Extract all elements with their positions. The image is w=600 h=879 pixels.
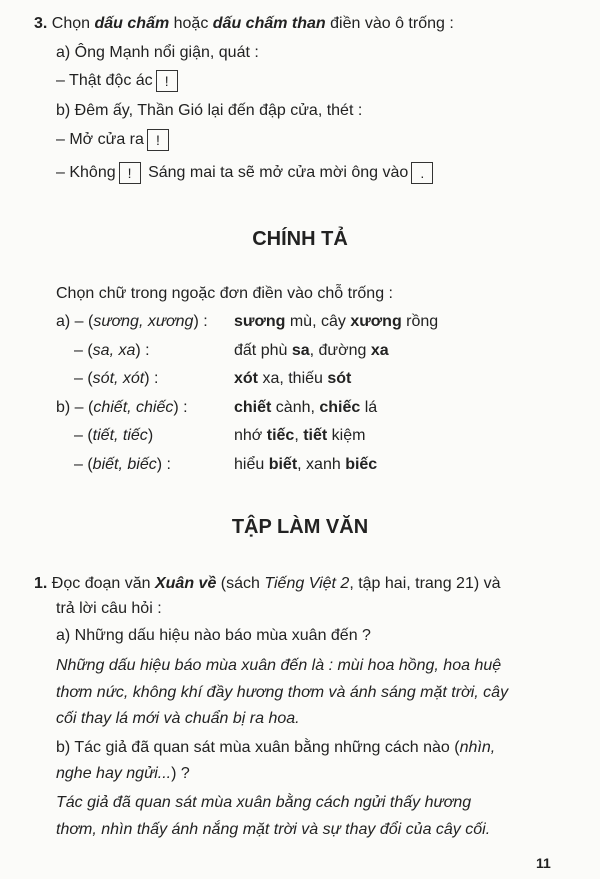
tlv-ans-a-2: thơm nức, không khí đầy hương thơm và ánh sáng mặt trời, cây (56, 684, 509, 701)
q3-b-label: b) Đêm ấy, Thần Gió lại đến đập cửa, thét : (56, 102, 363, 119)
chinh-ta-options: – (biết, biếc) : (74, 456, 171, 473)
tlv-ans-a-1: Những dấu hiệu báo mùa xuân đến là : mùi hoa hồng, hoa huệ (56, 657, 502, 674)
tap-lam-van-heading: TẬP LÀM VĂN (231, 516, 369, 538)
chinh-ta-prompt: Chọn chữ trong ngoặc đơn điền vào chỗ trống : (56, 285, 393, 302)
tlv-q1-number: 1. (34, 575, 48, 592)
q3-prompt: 3. Chọn dấu chấm hoặc dấu chấm than điền vào ô trống : (34, 15, 454, 32)
chinh-ta-options: – (sa, xa) : (74, 342, 150, 359)
answer-box: . (411, 162, 433, 184)
q3-a-label: a) Ông Mạnh nổi giận, quát : (56, 44, 259, 61)
chinh-ta-options: – (tiết, tiếc) (74, 427, 154, 444)
chinh-ta-answer: hiểu biết, xanh biếc (234, 456, 378, 473)
tlv-ans-a-3: cối thay lá mới và chuẩn bị ra hoa. (56, 710, 300, 727)
tlv-q1-line1: 1. Đọc đoạn văn Xuân về (sách Tiếng Việt 2, tập hai, trang 21) và (34, 575, 501, 592)
chinh-ta-options: – (sót, xót) : (74, 370, 159, 387)
chinh-ta-answer: chiết cành, chiếc lá (234, 399, 378, 416)
tlv-ans-b-2: thơm, nhìn thấy ánh nắng mặt trời và sự thay đổi của cây cối. (56, 821, 491, 838)
chinh-ta-answer: xót xa, thiếu sót (234, 370, 352, 387)
tlv-qb-2: nghe hay ngửi...) ? (56, 765, 190, 782)
answer-box: ! (119, 162, 141, 184)
tlv-ans-b-1: Tác giả đã quan sát mùa xuân bằng cách ngửi thấy hương (56, 794, 472, 811)
chinh-ta-row (56, 398, 188, 418)
page-number: 11 (536, 855, 551, 871)
chinh-ta-row (74, 341, 150, 361)
chinh-ta-row (74, 455, 171, 475)
q3-b-line2: – Không ! Sáng mai ta sẽ mở cửa mời ông vào . (56, 162, 436, 184)
chinh-ta-answer: sương mù, cây xương rồng (234, 313, 439, 330)
tlv-qa: a) Những dấu hiệu nào báo mùa xuân đến ? (56, 627, 371, 644)
chinh-ta-answer: đất phù sa, đường xa (234, 342, 389, 359)
chinh-ta-heading: CHÍNH TẢ (252, 228, 348, 250)
chinh-ta-options: b) – (chiết, chiếc) : (56, 399, 188, 416)
answer-box: ! (156, 70, 178, 92)
chinh-ta-options: a) – (sương, xương) : (56, 313, 208, 330)
answer-box: ! (147, 129, 169, 151)
q3-b-line1: – Mở cửa ra ! (56, 129, 172, 151)
chinh-ta-row (74, 426, 153, 446)
q3-number: 3. (34, 15, 48, 32)
chinh-ta-row (56, 312, 208, 332)
tlv-q1-line2: trả lời câu hỏi : (56, 600, 162, 617)
chinh-ta-answer: nhớ tiếc, tiết kiệm (234, 427, 366, 444)
chinh-ta-row (74, 369, 158, 389)
q3-a-line: – Thật độc ác ! (56, 70, 181, 92)
tlv-qb-1: b) Tác giả đã quan sát mùa xuân bằng những cách nào (nhìn, (56, 739, 496, 756)
